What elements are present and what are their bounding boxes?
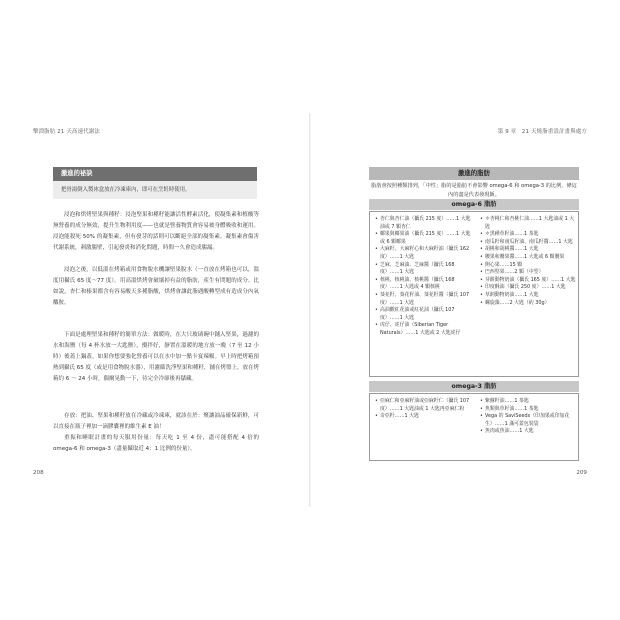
fats-box-title: 激進的脂肪 (369, 167, 579, 180)
list-item: • 亞麻仁和亞麻籽油或亞麻籽仁（攝氏 107 度）……1 大匙油或 1 大匙再亞麻仁粉 (375, 398, 473, 413)
list-item: • 南瓜籽和南瓜籽油、南瓜籽醬……1 大匙 (480, 239, 578, 247)
list-item: • 紫蘇籽油……1 茶匙 (480, 398, 578, 406)
list-item: • 魚肉或魚油……1 大匙 (480, 428, 578, 436)
omega3-left-column (375, 398, 473, 421)
paragraph-serving: 重振和睡眠計畫的每天服用份量：每天吃 1 至 4 份，盡可能搭配 4 倍的 omega-6 和 omega-3（盡量攝取近 4：1 比例的份量）。 (53, 435, 259, 452)
page-number-right: 209 (576, 470, 587, 476)
paragraph-dehydrate: 浸泡之後，以低溫在烤箱或用食物脫水機讓堅果脫水（一直放在烤箱也可以，溫度用攝氏 65 度～77 度）。用高溫烘烤會破壞掉有益的脂肪，產生有問題的成分。比如說，杏仁和榛果都含有容易酸天多種脂酸，烘烤會讓此脂遇酸轉型成有造成分內氧醯胺。 (53, 267, 259, 306)
list-item: • Vega 的 SaviSeeds（印加果或印加花生）……1 滿可蓋包裝袋 (480, 413, 578, 428)
secret-heading: 激進的祕訣 (53, 167, 257, 181)
book-spine (309, 113, 311, 507)
list-item: • 大麻籽、大麻籽心和大麻籽油（攝氏 162 度）……1 大匙 (375, 246, 473, 261)
list-item: • 杏仁與杏仁油（攝氏 215 度）……1 大匙油或 7 顆杏仁 (375, 216, 473, 231)
list-item: • 奇亞籽……1 大匙 (375, 413, 473, 421)
omega6-title: omega-6 脂肪 (369, 199, 579, 210)
list-item: • 葵花籽、葵花籽油、葵花籽醬（攝氏 107 度）……1 大匙 (375, 292, 473, 307)
secret-text: 把骨湯倒入製冰盒放在冷凍庫內，即可在烹飪時使用。 (53, 181, 257, 199)
omega6-left-column (375, 216, 473, 338)
list-item: • 印度酥油（攝氏 250 度）……1 大匙 (480, 284, 578, 292)
paragraph-method: 下面是處理堅果和種籽的簡單方法：做暖時，在大只玻璃碗中鋪入堅果，過濾的水和海鹽（每 4 杯水放一大匙鹽），攪拌好，靜置在溫暖的地方放一晚（7 至 12 小時）後蓋上鍋蓋。如果你想要強化營養可以在水中加一點卡宴辣椒。早上時把烤箱預熱到攝氏 65 度（或是用食物脫水器），用濾篩洗淨堅果和種籽，鋪在烤盤上，放在烤箱約 6 ～ 24 小時，偶爾晃動一下，待完全冷卻後再儲藏。 (53, 332, 259, 382)
list-item: • ＊杏桃仁和杏桃仁油……1 大匙油或 1 大匙 (480, 216, 578, 231)
list-item: • 草飼動物奶油……1 大匙 (480, 292, 578, 300)
running-head-right: 第 9 章 21 天燒脂重設計畫與處方 (497, 129, 587, 135)
omega3-list (369, 393, 579, 461)
list-item: • 虎仔、虎仔油（Siberian Tiger Naturals）……1 大匙或 2 大匙虎仔 (375, 322, 473, 337)
list-item: • ＊黑種草籽油……1 茶匙 (480, 231, 578, 239)
paragraph-soak-roast: 浸泡和烘烤堅果與種籽：浸泡堅果和種籽能讓活性酵素活化，使凝集素和植酸等無營養的成分無效，提升生物利用度——也就是營養物質會容易被身體吸收和運用。浸泡能殺死 50% 的凝集素，但有發芽的話則可以斷絕全部的凝集素。凝集素會傷害代謝系統，刺激腸壁，引起發炎和消化問題，時間一久會造成腸漏。 (53, 212, 259, 251)
paragraph-storage: 存放：把油、堅果和種籽放在冷藏或冷凍庫，就該在於：聚讓油品確保新鮮，可以直接在瓶子裡加一滴膠囊裡的維生素 E 油！ (53, 413, 259, 430)
page-number-left: 208 (33, 470, 44, 476)
list-item: • 胡桃和胡桃醬……1 大匙 (480, 246, 578, 254)
list-item: • 椰果與椰果油（攝氏 215 度）……1 大匙或 6 顆椰果 (375, 231, 473, 246)
list-item: • 芝麻、芝麻油、芝麻醬（攝氏 168 度）……1 大匙 (375, 262, 473, 277)
list-item: • 螺旋藻……2 大匙（約 30g） (480, 300, 578, 308)
fats-intro: 脂肪會按照種類排列，「中性」脂的是脂肪不會影響 omega-6 和 omega-3 的比例，條這內的盡是代表發現飯。 (371, 183, 577, 198)
running-head-left: 擊潰脂肪 21 天高速代謝法 (33, 129, 100, 135)
omega6-right-column (480, 216, 578, 307)
list-item: • 魚類與草籽油……1 茶匙 (480, 406, 578, 414)
list-item: • 芽餅動物奶油（攝氏 165 度）……1 大匙 (480, 277, 578, 285)
omega3-right-column (480, 398, 578, 436)
omega6-list (369, 211, 579, 377)
list-item: • 腰果和腰果醬……1 大匙或 6 顆腰果 (480, 254, 578, 262)
list-item: • 巴西堅果……2 顆（中型） (480, 269, 578, 277)
list-item: • 核桃、核桃油、核桃醬（攝氏 168 度）……1 大匙或 4 顆核桃 (375, 277, 473, 292)
list-item: • 高油酸紅花油或紅花油（攝氏 107 度）……1 大匙 (375, 307, 473, 322)
list-item: • 開心果……15 顆 (480, 262, 578, 270)
book-spread (0, 113, 620, 507)
omega3-title: omega-3 脂肪 (369, 381, 579, 392)
